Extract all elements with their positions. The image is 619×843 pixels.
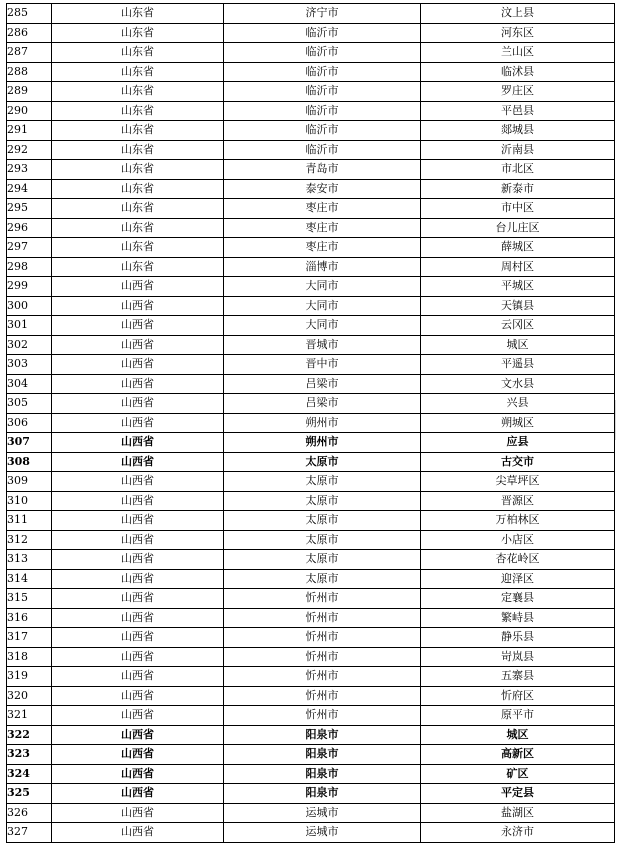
county-cell: 新泰市 — [421, 179, 615, 199]
row-number: 322 — [7, 725, 52, 745]
city-cell: 大同市 — [224, 277, 421, 297]
province-cell: 山西省 — [52, 550, 224, 570]
table-row — [7, 296, 615, 316]
province-cell: 山西省 — [52, 569, 224, 589]
table-row — [7, 686, 615, 706]
city-cell: 太原市 — [224, 511, 421, 531]
table-row — [7, 725, 615, 745]
row-number: 285 — [7, 4, 52, 24]
province-cell: 山西省 — [52, 745, 224, 765]
city-cell: 淄博市 — [224, 257, 421, 277]
table-row — [7, 277, 615, 297]
table-row — [7, 316, 615, 336]
city-cell: 泰安市 — [224, 179, 421, 199]
row-number: 312 — [7, 530, 52, 550]
row-number: 294 — [7, 179, 52, 199]
province-cell: 山西省 — [52, 433, 224, 453]
table-row — [7, 667, 615, 687]
county-cell: 朔城区 — [421, 413, 615, 433]
row-number: 320 — [7, 686, 52, 706]
city-cell: 临沂市 — [224, 140, 421, 160]
city-cell: 太原市 — [224, 550, 421, 570]
table-row — [7, 628, 615, 648]
table-row — [7, 101, 615, 121]
county-cell: 小店区 — [421, 530, 615, 550]
city-cell: 吕梁市 — [224, 374, 421, 394]
row-number: 318 — [7, 647, 52, 667]
province-cell: 山西省 — [52, 667, 224, 687]
city-cell: 阳泉市 — [224, 745, 421, 765]
county-cell: 迎泽区 — [421, 569, 615, 589]
province-cell: 山西省 — [52, 355, 224, 375]
county-cell: 应县 — [421, 433, 615, 453]
province-cell: 山东省 — [52, 23, 224, 43]
table-row — [7, 374, 615, 394]
province-cell: 山西省 — [52, 608, 224, 628]
county-cell: 岢岚县 — [421, 647, 615, 667]
edge-mark — [615, 400, 616, 440]
city-cell: 晋城市 — [224, 335, 421, 355]
row-number: 311 — [7, 511, 52, 531]
province-cell: 山东省 — [52, 179, 224, 199]
county-cell: 市中区 — [421, 199, 615, 219]
province-cell: 山西省 — [52, 725, 224, 745]
row-number: 300 — [7, 296, 52, 316]
county-cell: 兰山区 — [421, 43, 615, 63]
county-cell: 忻府区 — [421, 686, 615, 706]
county-cell: 台儿庄区 — [421, 218, 615, 238]
row-number: 287 — [7, 43, 52, 63]
row-number: 306 — [7, 413, 52, 433]
county-cell: 罗庄区 — [421, 82, 615, 102]
province-cell: 山东省 — [52, 82, 224, 102]
row-number: 303 — [7, 355, 52, 375]
county-cell: 古交市 — [421, 452, 615, 472]
row-number: 327 — [7, 823, 52, 843]
row-number: 317 — [7, 628, 52, 648]
province-cell: 山西省 — [52, 316, 224, 336]
row-number: 296 — [7, 218, 52, 238]
row-number: 326 — [7, 803, 52, 823]
city-cell: 忻州市 — [224, 647, 421, 667]
county-cell: 平城区 — [421, 277, 615, 297]
table-row — [7, 452, 615, 472]
province-cell: 山东省 — [52, 257, 224, 277]
city-cell: 忻州市 — [224, 589, 421, 609]
province-cell: 山东省 — [52, 160, 224, 180]
county-cell: 郯城县 — [421, 121, 615, 141]
row-number: 298 — [7, 257, 52, 277]
county-cell: 矿区 — [421, 764, 615, 784]
table-row — [7, 706, 615, 726]
province-cell: 山西省 — [52, 511, 224, 531]
province-cell: 山东省 — [52, 62, 224, 82]
city-cell: 运城市 — [224, 823, 421, 843]
province-cell: 山东省 — [52, 199, 224, 219]
province-cell: 山东省 — [52, 121, 224, 141]
table-row — [7, 589, 615, 609]
county-cell: 晋源区 — [421, 491, 615, 511]
province-cell: 山西省 — [52, 335, 224, 355]
county-cell: 原平市 — [421, 706, 615, 726]
province-cell: 山西省 — [52, 452, 224, 472]
province-cell: 山西省 — [52, 647, 224, 667]
table-row — [7, 823, 615, 843]
city-cell: 临沂市 — [224, 101, 421, 121]
city-cell: 朔州市 — [224, 413, 421, 433]
row-number: 295 — [7, 199, 52, 219]
row-number: 315 — [7, 589, 52, 609]
county-cell: 万柏林区 — [421, 511, 615, 531]
county-cell: 薛城区 — [421, 238, 615, 258]
table-row — [7, 784, 615, 804]
province-cell: 山西省 — [52, 413, 224, 433]
county-cell: 云冈区 — [421, 316, 615, 336]
table-row — [7, 23, 615, 43]
province-cell: 山东省 — [52, 4, 224, 24]
row-number: 292 — [7, 140, 52, 160]
province-cell: 山西省 — [52, 394, 224, 414]
row-number: 325 — [7, 784, 52, 804]
table-row — [7, 238, 615, 258]
table-row — [7, 179, 615, 199]
city-cell: 临沂市 — [224, 121, 421, 141]
city-cell: 临沂市 — [224, 62, 421, 82]
city-cell: 晋中市 — [224, 355, 421, 375]
city-cell: 临沂市 — [224, 43, 421, 63]
county-cell: 静乐县 — [421, 628, 615, 648]
table-row — [7, 218, 615, 238]
row-number: 314 — [7, 569, 52, 589]
city-cell: 太原市 — [224, 472, 421, 492]
county-cell: 兴县 — [421, 394, 615, 414]
region-table — [6, 3, 615, 843]
province-cell: 山西省 — [52, 823, 224, 843]
table-row — [7, 199, 615, 219]
table-row — [7, 647, 615, 667]
table-row — [7, 803, 615, 823]
county-cell: 市北区 — [421, 160, 615, 180]
table-row — [7, 608, 615, 628]
row-number: 316 — [7, 608, 52, 628]
city-cell: 临沂市 — [224, 23, 421, 43]
county-cell: 繁峙县 — [421, 608, 615, 628]
county-cell: 沂南县 — [421, 140, 615, 160]
row-number: 301 — [7, 316, 52, 336]
row-number: 299 — [7, 277, 52, 297]
row-number: 290 — [7, 101, 52, 121]
province-cell: 山东省 — [52, 238, 224, 258]
province-cell: 山西省 — [52, 686, 224, 706]
province-cell: 山西省 — [52, 374, 224, 394]
table-row — [7, 745, 615, 765]
city-cell: 阳泉市 — [224, 764, 421, 784]
row-number: 291 — [7, 121, 52, 141]
city-cell: 太原市 — [224, 530, 421, 550]
county-cell: 盐湖区 — [421, 803, 615, 823]
row-number: 324 — [7, 764, 52, 784]
row-number: 308 — [7, 452, 52, 472]
table-row — [7, 764, 615, 784]
table-row — [7, 530, 615, 550]
city-cell: 济宁市 — [224, 4, 421, 24]
province-cell: 山东省 — [52, 140, 224, 160]
county-cell: 天镇县 — [421, 296, 615, 316]
province-cell: 山西省 — [52, 628, 224, 648]
table-row — [7, 82, 615, 102]
city-cell: 太原市 — [224, 452, 421, 472]
county-cell: 文水县 — [421, 374, 615, 394]
row-number: 304 — [7, 374, 52, 394]
city-cell: 大同市 — [224, 296, 421, 316]
row-number: 288 — [7, 62, 52, 82]
city-cell: 太原市 — [224, 491, 421, 511]
city-cell: 朔州市 — [224, 433, 421, 453]
table-row — [7, 257, 615, 277]
row-number: 310 — [7, 491, 52, 511]
county-cell: 五寨县 — [421, 667, 615, 687]
table-row — [7, 121, 615, 141]
table-row — [7, 550, 615, 570]
table-row — [7, 140, 615, 160]
table-row — [7, 491, 615, 511]
table-row — [7, 43, 615, 63]
table-row — [7, 62, 615, 82]
city-cell: 大同市 — [224, 316, 421, 336]
table-row — [7, 433, 615, 453]
row-number: 302 — [7, 335, 52, 355]
county-cell: 临沭县 — [421, 62, 615, 82]
table-row — [7, 335, 615, 355]
table-row — [7, 569, 615, 589]
county-cell: 杏花岭区 — [421, 550, 615, 570]
table-row — [7, 4, 615, 24]
city-cell: 忻州市 — [224, 706, 421, 726]
row-number: 313 — [7, 550, 52, 570]
table-row — [7, 472, 615, 492]
province-cell: 山西省 — [52, 530, 224, 550]
row-number: 305 — [7, 394, 52, 414]
row-number: 293 — [7, 160, 52, 180]
county-cell: 汶上县 — [421, 4, 615, 24]
table-row — [7, 355, 615, 375]
city-cell: 运城市 — [224, 803, 421, 823]
city-cell: 枣庄市 — [224, 238, 421, 258]
city-cell: 忻州市 — [224, 686, 421, 706]
city-cell: 忻州市 — [224, 667, 421, 687]
row-number: 321 — [7, 706, 52, 726]
county-cell: 城区 — [421, 725, 615, 745]
city-cell: 枣庄市 — [224, 218, 421, 238]
county-cell: 平遥县 — [421, 355, 615, 375]
row-number: 323 — [7, 745, 52, 765]
row-number: 319 — [7, 667, 52, 687]
row-number: 286 — [7, 23, 52, 43]
city-cell: 太原市 — [224, 569, 421, 589]
province-cell: 山西省 — [52, 491, 224, 511]
province-cell: 山西省 — [52, 472, 224, 492]
city-cell: 忻州市 — [224, 628, 421, 648]
province-cell: 山西省 — [52, 296, 224, 316]
county-cell: 平定县 — [421, 784, 615, 804]
county-cell: 河东区 — [421, 23, 615, 43]
row-number: 307 — [7, 433, 52, 453]
province-cell: 山西省 — [52, 784, 224, 804]
county-cell: 尖草坪区 — [421, 472, 615, 492]
province-cell: 山西省 — [52, 706, 224, 726]
city-cell: 临沂市 — [224, 82, 421, 102]
county-cell: 永济市 — [421, 823, 615, 843]
county-cell: 定襄县 — [421, 589, 615, 609]
table-row — [7, 511, 615, 531]
province-cell: 山西省 — [52, 803, 224, 823]
province-cell: 山东省 — [52, 101, 224, 121]
city-cell: 阳泉市 — [224, 784, 421, 804]
province-cell: 山西省 — [52, 589, 224, 609]
province-cell: 山西省 — [52, 764, 224, 784]
county-cell: 城区 — [421, 335, 615, 355]
table-row — [7, 413, 615, 433]
table-row — [7, 394, 615, 414]
province-cell: 山东省 — [52, 43, 224, 63]
county-cell: 高新区 — [421, 745, 615, 765]
row-number: 309 — [7, 472, 52, 492]
city-cell: 吕梁市 — [224, 394, 421, 414]
row-number: 289 — [7, 82, 52, 102]
table-body — [7, 4, 615, 843]
city-cell: 青岛市 — [224, 160, 421, 180]
city-cell: 忻州市 — [224, 608, 421, 628]
table-row — [7, 160, 615, 180]
row-number: 297 — [7, 238, 52, 258]
city-cell: 阳泉市 — [224, 725, 421, 745]
city-cell: 枣庄市 — [224, 199, 421, 219]
county-cell: 平邑县 — [421, 101, 615, 121]
county-cell: 周村区 — [421, 257, 615, 277]
province-cell: 山西省 — [52, 277, 224, 297]
province-cell: 山东省 — [52, 218, 224, 238]
